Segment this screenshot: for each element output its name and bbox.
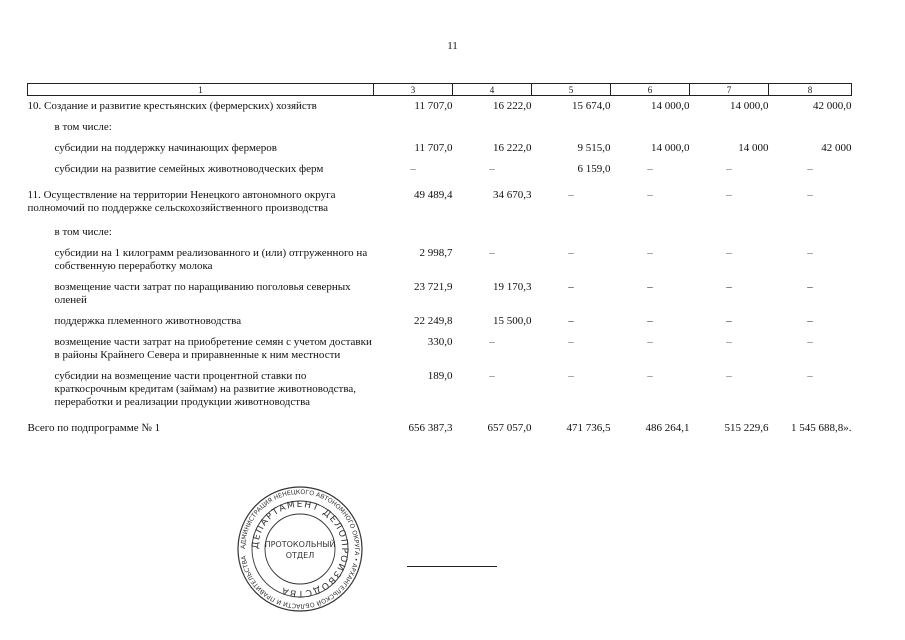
cell-value: –: [647, 336, 653, 348]
svg-text:ПРОТОКОЛЬНЫЙ: ПРОТОКОЛЬНЫЙ: [264, 540, 336, 549]
cell-value: 471 736,5: [566, 422, 611, 434]
cell-value: –: [807, 247, 813, 259]
cell-value: –: [568, 336, 574, 348]
row-label: 11. Осуществление на территории Ненецкого автономного округа полномочий по поддержке сельскохозяйственного производства: [27, 189, 336, 214]
table-row: [28, 328, 852, 362]
row-label: поддержка племенного животноводства: [54, 315, 242, 327]
cell-value: 23 721,9: [414, 281, 453, 293]
cell-value: 15 674,0: [572, 100, 611, 112]
cell-value: [690, 218, 769, 239]
row-label: в том числе:: [54, 121, 112, 133]
cell-value: [769, 218, 852, 239]
cell-value: 49 489,4: [414, 189, 453, 201]
cell-value: –: [568, 281, 574, 293]
cell-value: –: [568, 247, 574, 259]
cell-value: –: [726, 189, 732, 201]
cell-value: –: [647, 163, 653, 175]
cell-value: –: [726, 315, 732, 327]
column-header: 6: [611, 84, 690, 96]
cell-value: –: [647, 315, 653, 327]
column-header: 8: [769, 84, 852, 96]
cell-value: 9 515,0: [577, 142, 611, 154]
column-header: 4: [453, 84, 532, 96]
row-label: 10. Создание и развитие крестьянских (фермерских) хозяйств: [27, 100, 317, 112]
cell-value: –: [807, 281, 813, 293]
budget-table: [27, 83, 852, 435]
cell-value: 16 222,0: [493, 100, 532, 112]
cell-value: 14 000,0: [730, 100, 769, 112]
cell-value: [374, 113, 453, 134]
cell-value: [453, 218, 532, 239]
cell-value: –: [489, 247, 495, 259]
table-body: [28, 96, 852, 436]
cell-value: –: [489, 163, 495, 175]
cell-value: 656 387,3: [408, 422, 453, 434]
column-header: 7: [690, 84, 769, 96]
table-row: [28, 239, 852, 273]
row-label: Всего по подпрограмме № 1: [27, 422, 161, 434]
table-row: [28, 134, 852, 155]
cell-value: –: [568, 370, 574, 382]
row-label: возмещение части затрат на приобретение семян с учетом доставки в районы Крайнего Севера и приравненные к ним местности: [54, 336, 372, 361]
cell-value: [532, 218, 611, 239]
svg-text:ДЕПАРТАМЕНТ ДЕЛОПРОИЗВОДСТВА: ДЕПАРТАМЕНТ ДЕЛОПРОИЗВОДСТВА: [250, 499, 350, 599]
cell-value: [611, 218, 690, 239]
cell-value: –: [568, 315, 574, 327]
cell-value: 22 249,8: [414, 315, 453, 327]
cell-value: 6 159,0: [577, 163, 611, 175]
cell-value: 16 222,0: [493, 142, 532, 154]
cell-value: 2 998,7: [419, 247, 453, 259]
signature-line: [407, 566, 497, 567]
cell-value: [374, 218, 453, 239]
cell-value: 657 057,0: [487, 422, 532, 434]
cell-value: 330,0: [427, 336, 453, 348]
table-header-row: [28, 84, 852, 96]
table-row: [28, 96, 852, 114]
column-header: 3: [374, 84, 453, 96]
cell-value: –: [410, 163, 416, 175]
cell-value: 14 000: [738, 142, 769, 154]
cell-value: –: [807, 336, 813, 348]
cell-value: 189,0: [427, 370, 453, 382]
svg-text:АДМИНИСТРАЦИЯ НЕНЕЦКОГО АВТОНО: АДМИНИСТРАЦИЯ НЕНЕЦКОГО АВТОНОМНОГО ОКРУГА • АРХАНГЕЛЬСКОЙ ОБЛАСТИ И ПРАВИТЕЛЬСТВА: [239, 488, 361, 610]
column-header: 1: [28, 84, 374, 96]
cell-value: –: [647, 370, 653, 382]
cell-value: –: [726, 163, 732, 175]
cell-value: –: [489, 336, 495, 348]
column-header: 5: [532, 84, 611, 96]
stamp-seal: [236, 485, 364, 613]
cell-value: –: [807, 370, 813, 382]
row-label: субсидии на возмещение части процентной ставки по краткосрочным кредитам (займам) на развитие животноводства, переработки и реализации продукции животноводства: [54, 370, 357, 408]
table-row: [28, 113, 852, 134]
row-label: в том числе:: [54, 226, 112, 238]
table-row: [28, 155, 852, 176]
cell-value: 15 500,0: [493, 315, 532, 327]
table-row: [28, 176, 852, 218]
table-row: [28, 362, 852, 412]
cell-value: [611, 113, 690, 134]
table-row: [28, 273, 852, 307]
cell-value: 11 707,0: [414, 100, 453, 112]
cell-value: –: [807, 189, 813, 201]
cell-value: 1 545 688,8».: [791, 422, 852, 434]
row-label: субсидии на развитие семейных животноводческих ферм: [54, 163, 324, 175]
cell-value: 486 264,1: [645, 422, 690, 434]
cell-value: –: [726, 247, 732, 259]
cell-value: [690, 113, 769, 134]
table-row: [28, 307, 852, 328]
cell-value: 19 170,3: [493, 281, 532, 293]
total-row: [28, 412, 852, 435]
cell-value: 42 000,0: [813, 100, 852, 112]
cell-value: 14 000,0: [651, 100, 690, 112]
cell-value: [532, 113, 611, 134]
cell-value: –: [726, 370, 732, 382]
cell-value: 515 229,6: [724, 422, 769, 434]
cell-value: 14 000,0: [651, 142, 690, 154]
cell-value: –: [726, 281, 732, 293]
svg-text:ОТДЕЛ: ОТДЕЛ: [285, 551, 315, 560]
cell-value: –: [807, 163, 813, 175]
cell-value: –: [647, 189, 653, 201]
cell-value: –: [807, 315, 813, 327]
cell-value: –: [726, 336, 732, 348]
cell-value: 42 000: [821, 142, 852, 154]
cell-value: –: [647, 247, 653, 259]
row-label: субсидии на 1 килограмм реализованного и (или) отгруженного на собственную переработку молока: [54, 247, 368, 272]
row-label: возмещение части затрат по наращиванию поголовья северных оленей: [54, 281, 351, 306]
page-number: 11: [447, 40, 458, 52]
table-row: [28, 218, 852, 239]
row-label: субсидии на поддержку начинающих фермеров: [54, 142, 278, 154]
cell-value: –: [489, 370, 495, 382]
cell-value: [769, 113, 852, 134]
cell-value: 34 670,3: [493, 189, 532, 201]
cell-value: 11 707,0: [414, 142, 453, 154]
cell-value: –: [568, 189, 574, 201]
cell-value: –: [647, 281, 653, 293]
cell-value: [453, 113, 532, 134]
